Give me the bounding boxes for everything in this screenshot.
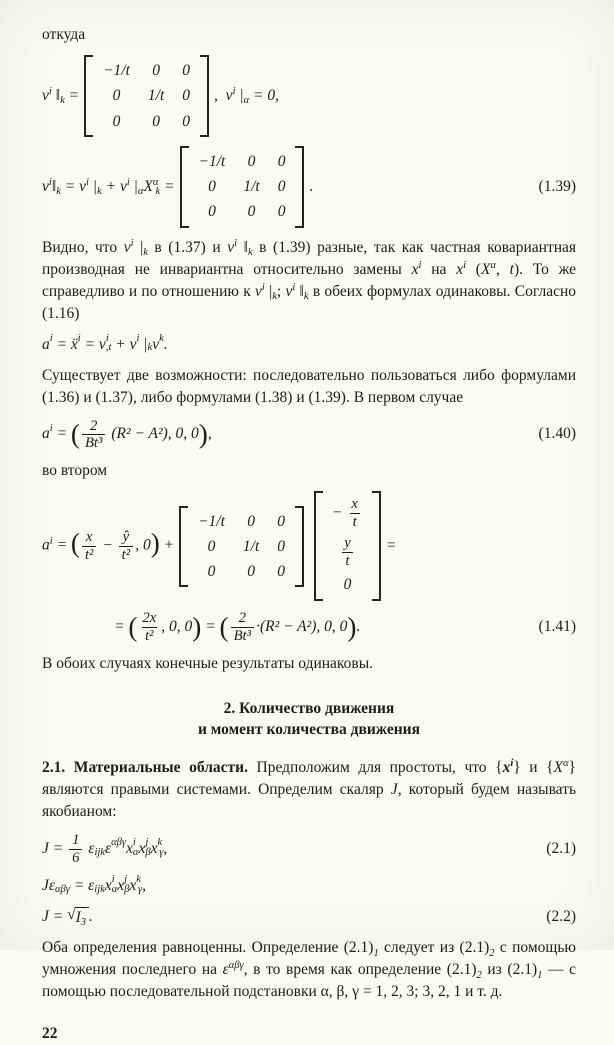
math-lhs: $a^i$ = ( $\frac{x}{\text{t²}}$ − $\frac{ŷ}{\text{t²}}$ , 0) + [42,528,175,563]
matrix-cell: 0 [277,512,286,530]
vector-cell: 0 [343,576,352,594]
equation-body: J = $\frac{1}{6}$ ε $_{ijk}$ ε $^{\alpha\beta\gamma}$ x $^i$ $_\alpha$ x $^j$ $_\beta$ x $^k$ $_\gamma$ , [42,832,168,866]
equation-body [42,146,313,228]
matrix-bracket-left [180,146,189,228]
paragraph-whence: откуда [42,26,86,43]
matrix-cell: 0 [247,563,255,581]
equation-body: a $^i$ = ( $\frac{2}{\text{Bt³}}$ (R² − A²), 0, 0 ) , [42,417,212,451]
equation-body [42,491,396,601]
section-heading [42,699,576,741]
matrix-cell: −1/t [198,152,226,170]
matrix-bracket-left [84,55,93,137]
equation-jacobian-epsilon [42,875,576,897]
math-lhs: $v^i$ $‖_k$ = [42,86,80,107]
matrix-cell: 0 [152,62,160,79]
matrix-bracket-right [372,491,381,601]
equation-1-39 [42,146,576,228]
matrix-cell: 0 [277,537,286,555]
matrix-cell: 0 [207,563,216,581]
matrix-cell: 0 [277,178,286,195]
matrix-cell: 1/t [242,537,260,555]
math-tail: , $v^i$ $|_\alpha = 0$, [214,86,280,107]
equation-body [42,55,279,137]
paragraph-two-options: Существует две возможности: последовательно пользоваться либо формулами (1.36) и (1.37), либо формулами (1.38) и (1.39). В первом случае [42,366,576,406]
matrix-velocity-gradient [84,55,209,137]
matrix-cell: 0 [182,112,191,130]
equation-body: Jε $_{\alpha\beta\gamma}$ = ε $_{ijk}$ x $^i$ $_\alpha$ x $^j$ $_\beta$ x $^k$ $_\gamma$ , [42,874,147,895]
matrix-cell: 0 [182,87,191,105]
math-tail: = [385,537,397,555]
matrix-grid [93,55,200,137]
paragraph-difference: Видно, что $v^i$ $|_k$ в (1.37) и $v^i$ $‖_k$ в (1.39) разные, так как частная ковариантная производная не инвариантна относительно замены $x^i$ на $x^i$ ($X^\alpha$, t). То же справедливо и по отношению к $v^i$ $|_k$; $v^i$ $‖_k$ в обеих формулах одинаковы. Согласно (1.16) [42,237,577,322]
column-vector [314,491,381,601]
equation-number: (2.2) [546,908,576,926]
column-vector-grid [323,491,372,601]
vector-cell: $\frac{y}{t}$ [344,535,351,569]
matrix-cell: 0 [208,203,216,221]
equation-number: (2.1) [546,840,576,858]
matrix-velocity-gradient [180,146,305,228]
matrix-cell: 0 [277,203,286,221]
matrix-cell: 1/t [243,178,260,195]
matrix-cell: 0 [247,152,256,170]
matrix-velocity-gradient [179,506,304,588]
page-number: 22 [42,1025,58,1043]
matrix-bracket-left [179,506,188,588]
matrix-cell: 0 [182,62,191,79]
matrix-bracket-right [295,146,304,228]
equation-2-2 [42,906,576,928]
math-lhs: $v^i‖_k = v^i$ $|_k + v^i$ $|_\alpha X^\alpha_k$ = [42,176,175,197]
matrix-bracket-right [200,55,209,137]
matrix-grid [188,506,295,588]
equation-body: = ( $\frac{2x}{\text{t²}}$ , 0, 0 ) = ( $\frac{2}{\text{Bt³}}$ ·(R² − A²), 0, 0 ) . [114,610,361,644]
equation-1-40 [42,418,576,452]
matrix-bracket-left [314,491,323,601]
equation-number: (1.41) [538,618,576,636]
equation-number: (1.40) [538,425,576,443]
matrix-cell: 0 [207,537,216,555]
paragraph-second-case: во втором [42,462,108,480]
matrix-cell: 0 [277,152,286,170]
equation-acceleration [42,334,576,356]
equation-1-41-line1 [42,491,576,601]
matrix-grid [189,146,296,228]
matrix-cell: 0 [277,563,286,581]
paragraph-material-domains: 2.1. Материальные области. Предположим для простоты, что $\{x^i\}$ и $\{X^\alpha\}$ являются правыми системами. Определим скаляр J, который будем называть якобианом: [42,758,577,821]
equation-2-1 [42,832,576,866]
matrix-cell: 0 [112,87,121,105]
matrix-cell: 0 [152,112,160,130]
equation-v-cov-derivative [42,55,576,137]
matrix-cell: 1/t [147,87,165,105]
matrix-cell: −1/t [103,62,130,79]
equation-body: a $^i$ = ẍ $^i$ = v $^i$ $_{,t}$ + v $^i$ | $_k$ v $^k$ . [42,332,168,353]
matrix-cell: 0 [247,512,255,530]
matrix-cell: 0 [112,112,121,130]
matrix-bracket-right [295,506,304,588]
paragraph-definitions: Оба определения равноценны. Определение $(2.1)_1$ следует из $(2.1)_2$ с помощью умножения последнего на $\varepsilon^{\alpha\beta\gamma}$, в то время как определение $(2.1)_2$ из $(2.1)_1$ — с помощью последовательной подстановки α, β, γ = 1, 2, 3; 3, 2, 1 и т. д. [42,939,576,1001]
paragraph-results: В обоих случаях конечные результаты одинаковы. [42,655,374,673]
matrix-cell: 0 [208,178,216,195]
matrix-cell: −1/t [198,512,225,530]
vector-cell: − $\frac{x}{t}$ [332,496,358,530]
equation-number: (1.39) [538,177,576,195]
equation-body: J = √ $I_3$ . [42,906,93,929]
equation-1-41-line2 [42,610,576,644]
matrix-cell: 0 [247,203,256,221]
math-tail: . [309,177,314,195]
section-heading-line2: и момент количества движения [198,721,420,739]
section-heading-line1: 2. Количество движения [223,700,395,718]
